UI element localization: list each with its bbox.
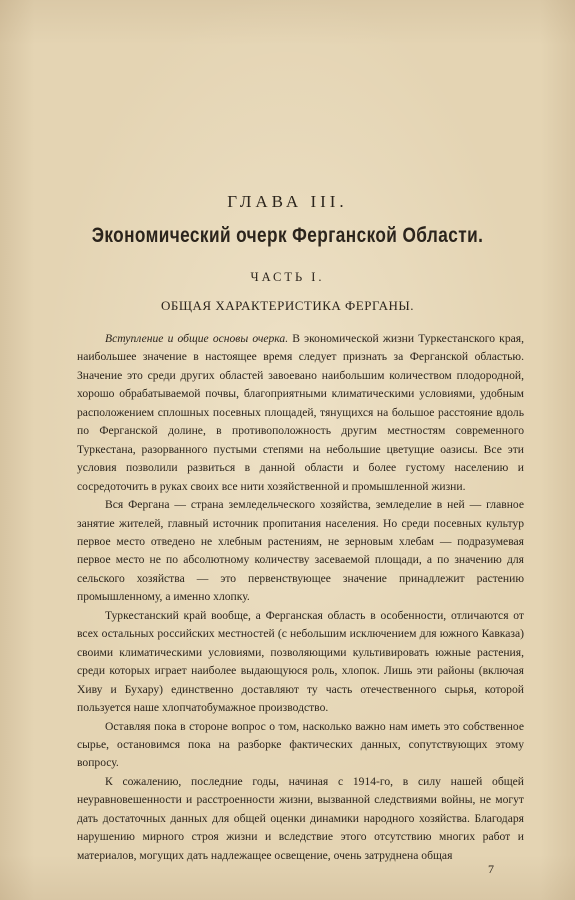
page-number: 7	[488, 862, 494, 876]
chapter-title: Экономический очерк Ферганской Области.	[91, 224, 484, 247]
paragraph-text: Вся Фергана — страна земледельческого хозяйства, земледелие в ней — главное занятие жителей, главный источник пропитания населения. Но среди посевных культур первое место отведено не хлебным растениям, не зерновым хлебам — подразумевая первое место не по абсолютному количеству засеваемой площади, а по значению для сельского хозяйства — это первенствующее значение принадлежит растению промышленному, а именно хлопку.	[77, 498, 524, 604]
paragraph-text: К сожалению, последние годы, начиная с 1914-го, в силу нашей общей неуравновешенности и расстроенности жизни, вызванной следствиями войны, не могут дать достаточных данных для общей оценки динамики народного хозяйства. Благодаря нарушению мирного строя жизни и вследствие этого отсутствию многих работ и материалов, могущих дать надлежащее освещение, очень затруднена общая	[77, 774, 524, 862]
paragraph	[77, 607, 524, 718]
part-heading: ЧАСТЬ I.	[250, 270, 325, 284]
chapter-heading: ГЛАВА III.	[227, 192, 348, 211]
body-text	[77, 330, 524, 865]
paragraph	[77, 496, 524, 607]
paragraph	[77, 773, 524, 865]
paragraph-text: Туркестанский край вообще, а Ферганская область в особенности, отличаются от всех остальных российских местностей (с небольшим исключением для южного Кавказа) своими климатическими условиями, позволяющими культивировать южные растения, среди которых играет наиболее выдающуюся роль, хлопок. Лишь эти районы (включая Хиву и Бухару) единственно доставляют ту часть отечественного сырья, которой пользуется наше хлопчатобумажное производство.	[77, 608, 524, 715]
paragraph	[77, 330, 524, 496]
paragraph-text: Оставляя пока в стороне вопрос о том, насколько важно нам иметь это собственное сырье, остановимся пока на разборке фактических данных, сопутствующих этому вопросу.	[77, 719, 524, 770]
section-subtitle: ОБЩАЯ ХАРАКТЕРИСТИКА ФЕРГАНЫ.	[161, 298, 414, 313]
paragraph	[77, 718, 524, 773]
paragraph-lead: Вступление и общие основы очерка.	[105, 332, 289, 345]
paragraph-text: В экономической жизни Туркестанского края, наибольшее значение в настоящее время следует признать за Ферганской областью. Значение это среди других областей завоевано наибольшим количеством плодородной, хорошо обрабатываемой почвы, благоприятными климатическими условиями, удобным расположением сплошных посевных площадей, тянущихся на большое расстояние вдоль по Ферганской долине, в противоположность другим местностям современного Туркестана, разорванного пустыми степями на небольшие цветущие оазисы. Все эти условия позволили развиться в данной области и более густому населению и сосредоточить в руках своих все нити хозяйственной и промышленной жизни.	[77, 332, 524, 493]
